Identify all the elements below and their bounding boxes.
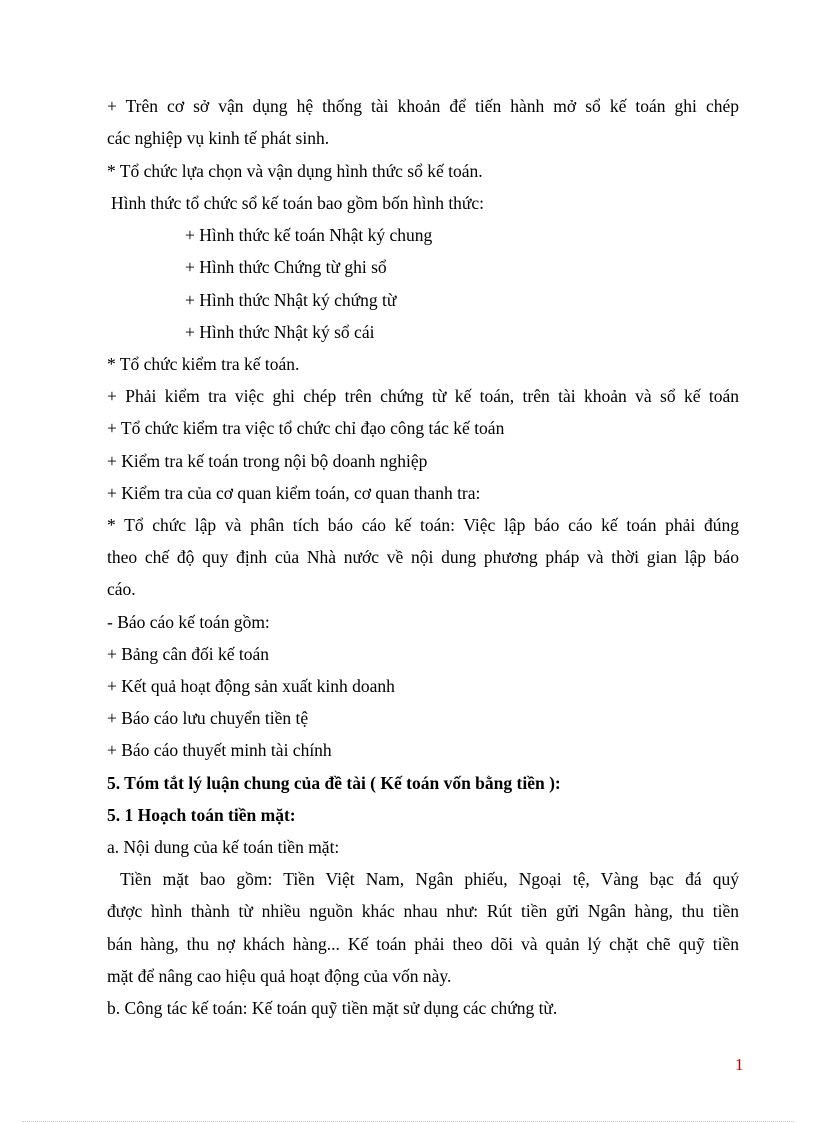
list-item: + Phải kiểm tra việc ghi chép trên chứng từ kế toán, trên tài khoản và sổ kế toán <box>107 386 739 406</box>
paragraph-line: cáo. <box>107 579 136 599</box>
subsection-heading: b. Công tác kế toán: Kế toán quỹ tiền mặt sử dụng các chứng từ. <box>107 998 558 1018</box>
list-heading: - Báo cáo kế toán gồm: <box>107 612 270 632</box>
paragraph-line: bán hàng, thu nợ khách hàng... Kế toán phải theo dõi và quản lý chặt chẽ quỹ tiền <box>107 934 739 954</box>
list-item: + Hình thức Chứng từ ghi sổ <box>185 257 387 277</box>
list-item: + Hình thức kế toán Nhật ký chung <box>185 225 433 245</box>
subsection-heading: a. Nội dung của kế toán tiền mặt: <box>107 837 340 857</box>
paragraph-line: * Tổ chức lập và phân tích báo cáo kế toán: Việc lập báo cáo kế toán phải đúng <box>107 515 739 535</box>
paragraph-line: Hình thức tổ chức sổ kế toán bao gồm bốn hình thức: <box>111 193 485 213</box>
list-item: + Kiểm tra kế toán trong nội bộ doanh nghiệp <box>107 451 428 471</box>
paragraph-line: theo chế độ quy định của Nhà nước về nội dung phương pháp và thời gian lập báo <box>107 547 739 567</box>
section-heading: * Tổ chức kiểm tra kế toán. <box>107 354 300 374</box>
list-item: + Báo cáo lưu chuyển tiền tệ <box>107 708 309 728</box>
subsection-title: 5. 1 Hoạch toán tiền mặt: <box>107 805 296 825</box>
page-number: 1 <box>735 1055 744 1074</box>
paragraph-line: các nghiệp vụ kinh tế phát sinh. <box>107 128 330 148</box>
paragraph-line: Tiền mặt bao gồm: Tiền Việt Nam, Ngân phiếu, Ngoại tệ, Vàng bạc đá quý <box>120 869 739 889</box>
list-item: + Kết quả hoạt động sản xuất kinh doanh <box>107 676 395 696</box>
paragraph-line: được hình thành từ nhiều nguồn khác nhau như: Rút tiền gửi Ngân hàng, thu tiền <box>107 901 739 921</box>
footer-divider <box>22 1121 794 1122</box>
list-item: + Kiểm tra của cơ quan kiểm toán, cơ quan thanh tra: <box>107 483 481 503</box>
section-heading: * Tổ chức lựa chọn và vận dụng hình thức sổ kế toán. <box>107 161 483 181</box>
list-item: + Hình thức Nhật ký sổ cái <box>185 322 375 342</box>
paragraph-line: + Trên cơ sở vận dụng hệ thống tài khoản để tiến hành mở sổ kế toán ghi chép <box>107 96 739 116</box>
section-title: 5. Tóm tắt lý luận chung của đề tài ( Kế toán vốn bằng tiền ): <box>107 773 561 793</box>
paragraph-line: mặt để nâng cao hiệu quả hoạt động của vốn này. <box>107 966 452 986</box>
list-item: + Hình thức Nhật ký chứng từ <box>185 290 397 310</box>
list-item: + Báo cáo thuyết minh tài chính <box>107 740 332 760</box>
list-item: + Tổ chức kiểm tra việc tổ chức chỉ đạo công tác kế toán <box>107 418 505 438</box>
list-item: + Bảng cân đối kế toán <box>107 644 269 664</box>
